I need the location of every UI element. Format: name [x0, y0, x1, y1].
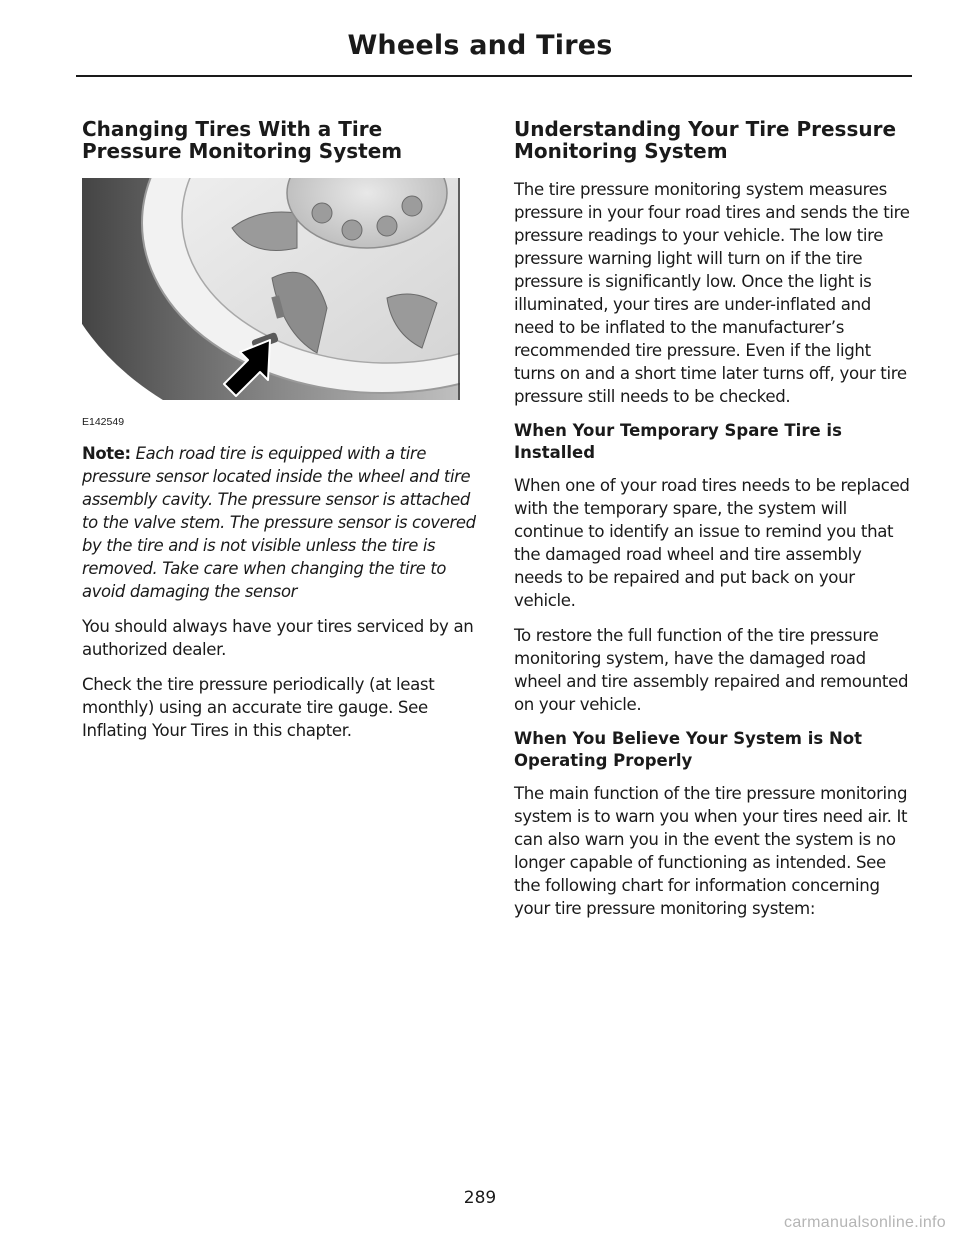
header-divider [76, 75, 912, 77]
section-title-line: Monitoring System [514, 139, 728, 163]
watermark: carmanualsonline.info [784, 1214, 946, 1231]
subheading-line: Operating Properly [514, 751, 693, 770]
body-paragraph: To restore the full function of the tire pressure monitoring system, have the damaged road wheel and tire assembly repaired and remounted on your vehicle. [514, 626, 909, 714]
section-title-line: Changing Tires With a Tire [82, 117, 383, 141]
subheading-line: When You Believe Your System is Not [514, 729, 862, 748]
tire-valve-illustration [82, 178, 462, 428]
subheading-not-operating [514, 728, 910, 772]
body-paragraph: You should always have your tires serviced by an authorized dealer. [82, 617, 474, 659]
body-paragraph: Check the tire pressure periodically (at least monthly) using an accurate tire gauge. See Inflating Your Tires in this chapter. [82, 675, 435, 740]
body-paragraph: The main function of the tire pressure monitoring system is to warn you when your tires need air. It can also warn you in the event the system is no longer capable of functioning as intended. See the following chart for information concerning your tire pressure monitoring system: [514, 784, 908, 918]
wheel-drawing [82, 178, 462, 428]
body-paragraph: The tire pressure monitoring system measures pressure in your four road tires and sends the tire pressure readings to your vehicle. The low tire pressure warning light will turn on if the tire pressure is significantly low. Once the light is illuminated, your tires are under-inflated and need to be inflated to the manufacturer’s recommended tire pressure. Even if the light turns on and a short time later turns off, your tire pressure still needs to be checked. [514, 180, 910, 406]
section-title-line: Understanding Your Tire Pressure [514, 117, 897, 141]
page-number: 289 [463, 1188, 497, 1208]
page-header-title: Wheels and Tires [347, 30, 613, 61]
figure-code-label: E142549 [82, 416, 125, 428]
subheading-line: Installed [514, 443, 596, 462]
subheading-temporary-spare [514, 420, 910, 464]
note-paragraph [82, 442, 478, 603]
note-text: Each road tire is equipped with a tire pressure sensor located inside the wheel and tire assembly cavity. The pressure sensor is attached to the valve stem. The pressure sensor is covered by the tire and is not visible unless the tire is removed. Take care when changing the tire to avoid damaging the sensor [82, 444, 476, 601]
subheading-line: When Your Temporary Spare Tire is [514, 421, 842, 440]
section-title-understanding-tpms [514, 118, 910, 162]
section-title-line: Pressure Monitoring System [82, 139, 403, 163]
left-column [82, 118, 478, 754]
body-paragraph: When one of your road tires needs to be replaced with the temporary spare, the system will continue to identify an issue to remind you that the damaged road wheel and tire assembly needs to be repaired and put back on your vehicle. [514, 476, 910, 610]
note-label: Note: [82, 444, 131, 463]
right-column [514, 118, 910, 932]
section-title-changing-tires [82, 118, 478, 162]
